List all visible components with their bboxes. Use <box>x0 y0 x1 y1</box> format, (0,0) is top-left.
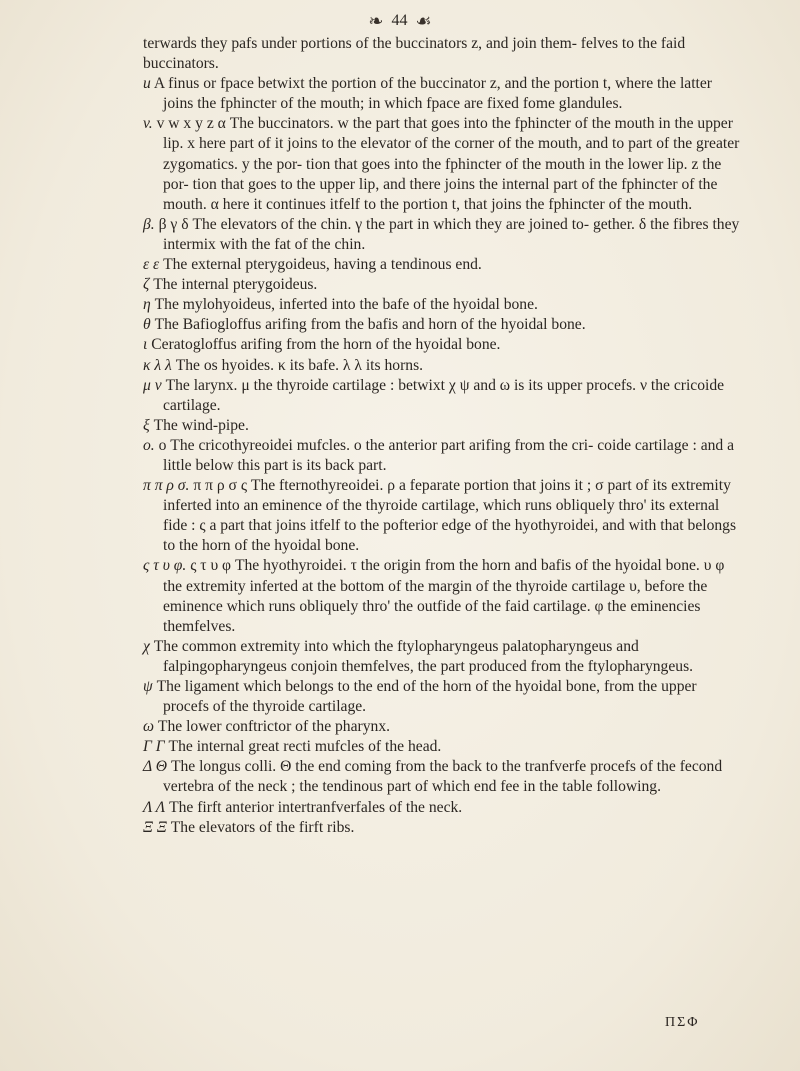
paragraph-text: The external pterygoideus, having a tendinous end. <box>163 256 482 274</box>
paragraph <box>143 295 743 315</box>
paragraph-text: v w x y z α The buccinators. w the part that goes into the fphincter of the mouth in the upper lip. x here part of it joins to the elevator of the corner of the mouth, and to part of the greater zygomatics. y the por- tion that goes into the fphincter of the mouth in the lower lip. z the por- tion that goes to the upper lip, and there joins the internal part of the fphincter of the mouth. α here it continues itfelf to the portion t, that joins the fphincter of the mouth. <box>156 115 740 213</box>
paragraph-marker: θ <box>143 316 151 334</box>
paragraph-marker: μ ν <box>143 376 162 394</box>
paragraph <box>143 717 743 737</box>
left-ornament: ❧ <box>368 11 384 31</box>
paragraph-text: The Bafiogloffus arifing from the bafis and horn of the hyoidal bone. <box>154 316 586 334</box>
paragraph-text: Ceratogloffus arifing from the horn of the hyoidal bone. <box>151 336 501 354</box>
page-header <box>0 8 800 34</box>
paragraph-marker: β. <box>143 215 155 233</box>
paragraph <box>143 114 743 214</box>
paragraph-text: The larynx. μ the thyroide cartilage : betwixt χ ψ and ω is its upper procefs. ν the cricoide cartilage. <box>163 376 725 414</box>
paragraph <box>143 335 743 355</box>
paragraph <box>143 315 743 335</box>
paragraph <box>143 416 743 436</box>
paragraph-text: The lower conftrictor of the pharynx. <box>157 718 391 736</box>
paragraph <box>143 255 743 275</box>
paragraph-marker: ε ε <box>143 256 160 274</box>
paragraph-marker: ς τ υ φ. <box>143 557 187 575</box>
paragraph <box>143 757 743 797</box>
paragraph-marker: π π ρ σ. <box>143 477 190 495</box>
paragraph-marker: ψ <box>143 678 153 695</box>
paragraph-marker: η <box>143 296 151 314</box>
paragraph-text: The mylohyoideus, inferted into the bafe of the hyoidal bone. <box>154 296 538 314</box>
paragraph-text: terwards they pafs under portions of the buccinators z, and join them- felves to the faid buccinators. <box>143 35 686 73</box>
page-number: 44 <box>391 12 408 29</box>
paragraph-text: The ligament which belongs to the end of the horn of the hyoidal bone, from the upper procefs of the thyroide cartilage. <box>156 678 697 716</box>
paragraph <box>143 818 743 838</box>
paragraph-marker: ζ <box>143 276 150 294</box>
paragraph <box>143 275 743 295</box>
paragraph <box>143 798 743 818</box>
paragraph-marker: Δ Θ <box>143 758 168 776</box>
paragraph-marker: κ λ λ <box>143 356 172 374</box>
catchword: ΠΣΦ <box>665 1015 700 1030</box>
paragraph <box>143 376 743 416</box>
paragraph-marker: χ <box>143 637 150 655</box>
paragraph <box>143 436 743 476</box>
paragraph-marker: u <box>143 75 151 93</box>
paragraph <box>143 215 743 255</box>
paragraph <box>143 677 743 717</box>
paragraph-text: The common extremity into which the ftylopharyngeus palatopharyngeus and falpingopharyngeus conjoin themfelves, the part produced from the ftylopharyngeus. <box>153 637 694 675</box>
paragraph <box>143 356 743 376</box>
paragraph-text: ο The cricothyreoidei mufcles. ο the anterior part arifing from the cri- coide cartilage : and a little below this part is its back part. <box>158 436 735 474</box>
paragraph-text: ς τ υ φ The hyothyroidei. τ the origin from the horn and bafis of the hyoidal bone. υ φ the extremity inferted at the bottom of the margin of the thyroide cartilage υ, before the eminence which runs obliquely thro' the outfide of the faid cartilage. φ the eminencies themfelves. <box>163 557 725 635</box>
paragraph-marker: ι <box>143 336 148 354</box>
paragraph-marker: ω <box>143 718 155 736</box>
paragraph <box>143 34 743 74</box>
page-body <box>143 34 743 838</box>
paragraph <box>143 737 743 757</box>
paragraph-marker: Γ Γ <box>143 738 165 756</box>
paragraph-marker: Λ Λ <box>143 798 166 816</box>
paragraph-text: β γ δ The elevators of the chin. γ the part in which they are joined to- gether. δ the fibres they intermix with the fat of the chin. <box>158 215 740 253</box>
paragraph-text: The internal pterygoideus. <box>153 276 318 294</box>
paragraph <box>143 476 743 556</box>
paragraph-text: The os hyoides. κ its bafe. λ λ its horns. <box>175 356 424 374</box>
paragraph-text: A finus or fpace betwixt the portion of the buccinator z, and the portion t, where the latter joins the fphincter of the mouth; in which fpace are fixed fome glandules. <box>153 75 713 113</box>
paragraph-marker: ξ <box>143 416 150 434</box>
paragraph-marker: Ξ Ξ <box>143 818 167 836</box>
paragraph-text: The wind-pipe. <box>153 416 249 434</box>
paragraph <box>143 74 743 114</box>
paragraph-marker: ο. <box>143 436 155 454</box>
paragraph-text: The firft anterior intertranfverfales of the neck. <box>169 798 463 816</box>
paragraph-text: The internal great recti mufcles of the head. <box>168 738 442 756</box>
paragraph <box>143 556 743 636</box>
paragraph-text: π π ρ σ ς The fternothyreoidei. ρ a feparate portion that joins it ; σ part of its extremity inferted into an eminence of the thyroide cartilage, which runs obliquely thro' its external fide : ς a part that joins itfelf to the pofterior edge of the hyothyroidei, and with that belongs to the horn of the hyoidal bone. <box>163 477 737 555</box>
paragraph <box>143 637 743 677</box>
paragraph-text: The longus colli. Θ the end coming from the back to the tranfverfe procefs of the fecond vertebra of the neck ; the tendinous part of which end fee in the table following. <box>163 758 723 796</box>
paragraph-text: The elevators of the firft ribs. <box>170 818 355 836</box>
paragraph-marker: v. <box>143 115 153 133</box>
right-ornament: ☙ <box>415 11 432 31</box>
